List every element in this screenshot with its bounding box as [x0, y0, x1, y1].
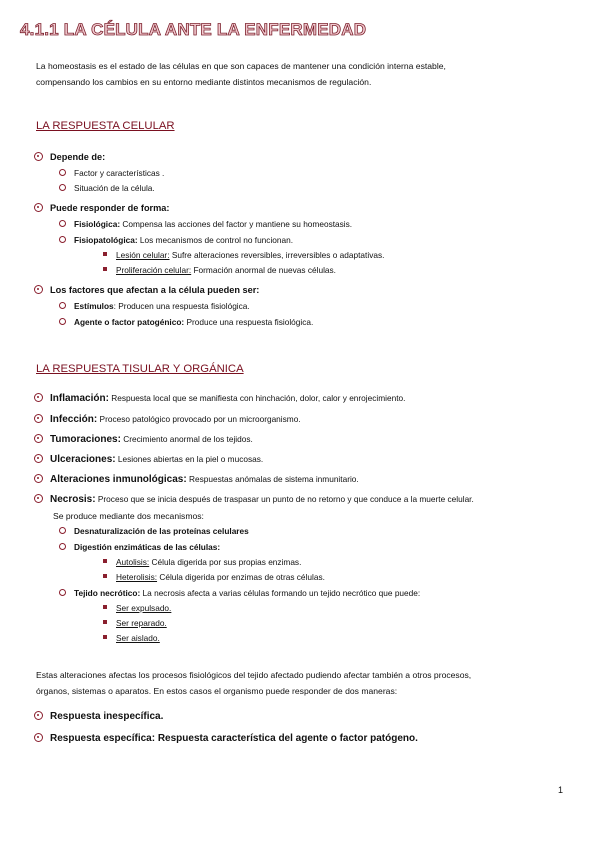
list-item: Los factores que afectan a la célula pueden ser:	[34, 285, 259, 295]
list-subsubitem: Autolisis: Célula digerida por sus propias enzimas.	[103, 557, 301, 567]
circle-bullet-icon	[34, 414, 43, 423]
intro-line-2: compensando los cambios en su entorno mediante distintos mecanismos de regulación.	[36, 77, 372, 87]
list-subsubitem: Ser aislado.	[103, 633, 160, 643]
circle-bullet-icon	[34, 733, 43, 742]
ring-bullet-icon	[59, 169, 66, 176]
ring-bullet-icon	[59, 236, 66, 243]
list-subsubitem: Ser reparado.	[103, 618, 167, 628]
list-subitem: Tejido necrótico: La necrosis afecta a varias células formando un tejido necrótico que puede:	[59, 588, 420, 598]
closing-paragraph	[36, 667, 471, 699]
list-item: Inflamación: Respuesta local que se manifiesta con hinchación, dolor, calor y enrojecimiento.	[34, 393, 405, 404]
list-subitem: Factor y características .	[59, 168, 164, 178]
list-item: Depende de:	[34, 152, 105, 162]
list-item: Necrosis: Proceso que se inicia después de traspasar un punto de no retorno y que conduce a la muerte celular.	[34, 494, 474, 505]
page-number: 1	[558, 785, 564, 795]
circle-bullet-icon	[34, 285, 43, 294]
list-subsubitem: Ser expulsado.	[103, 603, 171, 613]
ring-bullet-icon	[59, 220, 66, 227]
square-bullet-icon	[103, 635, 107, 639]
ring-bullet-icon	[59, 543, 66, 550]
list-subitem: Fisiológica: Compensa las acciones del factor y mantiene su homeostasis.	[59, 219, 352, 229]
ring-bullet-icon	[59, 184, 66, 191]
list-subitem: Situación de la célula.	[59, 183, 155, 193]
list-subitem: Fisiopatológica: Los mecanismos de control no funcionan.	[59, 235, 293, 245]
square-bullet-icon	[103, 559, 107, 563]
circle-bullet-icon	[34, 494, 43, 503]
circle-bullet-icon	[34, 711, 43, 720]
list-subitem: Estímulos: Producen una respuesta fisiológica.	[59, 301, 250, 311]
ring-bullet-icon	[59, 302, 66, 309]
list-subsubitem: Heterolisis: Célula digerida por enzimas de otras células.	[103, 572, 325, 582]
necrosis-continuation: Se produce mediante dos mecanismos:	[53, 511, 204, 521]
circle-bullet-icon	[34, 474, 43, 483]
list-item: Respuesta específica: Respuesta característica del agente o factor patógeno.	[34, 733, 418, 744]
section-heading-respuesta-tisular: LA RESPUESTA TISULAR Y ORGÁNICA	[36, 363, 244, 375]
ring-bullet-icon	[59, 527, 66, 534]
list-item: Puede responder de forma:	[34, 203, 169, 213]
circle-bullet-icon	[34, 152, 43, 161]
square-bullet-icon	[103, 620, 107, 624]
list-item: Alteraciones inmunológicas: Respuestas anómalas de sistema inmunitario.	[34, 474, 359, 485]
square-bullet-icon	[103, 574, 107, 578]
ring-bullet-icon	[59, 589, 66, 596]
section-heading-respuesta-celular: LA RESPUESTA CELULAR	[36, 120, 175, 132]
intro-paragraph	[36, 58, 446, 90]
intro-line-1: La homeostasis es el estado de las células en que son capaces de mantener una condición interna estable,	[36, 61, 446, 71]
list-subsubitem: Proliferación celular: Formación anormal de nuevas células.	[103, 265, 336, 275]
circle-bullet-icon	[34, 454, 43, 463]
square-bullet-icon	[103, 252, 107, 256]
list-item: Respuesta inespecífica.	[34, 711, 163, 722]
list-item: Ulceraciones: Lesiones abiertas en la piel o mucosas.	[34, 454, 263, 465]
closing-line-2: órganos, sistemas o aparatos. En estos casos el organismo puede responder de dos maneras:	[36, 686, 398, 696]
ring-bullet-icon	[59, 318, 66, 325]
list-subsubitem: Lesión celular: Sufre alteraciones reversibles, irreversibles o adaptativas.	[103, 250, 384, 260]
closing-line-1: Estas alteraciones afectas los procesos fisiológicos del tejido afectado pudiendo afectar también a otros procesos,	[36, 670, 472, 680]
square-bullet-icon	[103, 267, 107, 271]
list-item: Tumoraciones: Crecimiento anormal de los tejidos.	[34, 434, 253, 445]
list-subitem: Digestión enzimáticas de las células:	[59, 542, 220, 552]
list-item: Infección: Proceso patológico provocado por un microorganismo.	[34, 414, 301, 425]
page-title: 4.1.1 LA CÉLULA ANTE LA ENFERMEDAD	[20, 20, 367, 39]
square-bullet-icon	[103, 605, 107, 609]
list-subitem: Desnaturalización de las proteínas celulares	[59, 526, 249, 536]
list-subitem: Agente o factor patogénico: Produce una respuesta fisiológica.	[59, 317, 313, 327]
circle-bullet-icon	[34, 203, 43, 212]
circle-bullet-icon	[34, 393, 43, 402]
circle-bullet-icon	[34, 434, 43, 443]
